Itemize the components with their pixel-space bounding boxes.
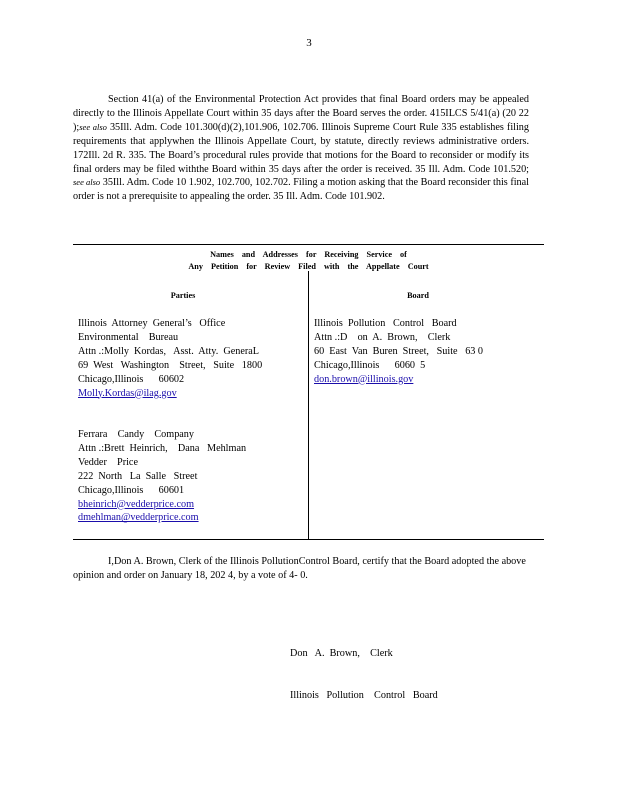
clerk-certification: I,Don A. Brown, Clerk of the Illinois PollutionControl Board, certify that the Board adopted the above opinion and order on January 18, 202 4, by a vote of 4- 0. — [73, 556, 526, 581]
service-table-top-rule — [73, 244, 544, 245]
address-line: Chicago,Illinois 60602 — [78, 373, 185, 385]
service-table-column-divider — [308, 271, 309, 539]
see-also-signal-2: see also — [73, 177, 101, 188]
address-line: Environmental Bureau — [78, 331, 179, 343]
address-line: Ferrara Candy Company — [78, 429, 194, 440]
attorney-general-address — [78, 317, 262, 400]
intro-text-part-2: 35Ill. Adm. Code 101.300(d)(2),101.906, 102.706. Illinois Supreme Court Rule 335 establishes filing requirements that applywhen the Illinois Appellate Court, by statute, directly reviews administrative orders. 172Ill. 2d R. 335. The Board’s procedural rules provide that motions for the Board to reconsider or modify its final orders may be filed withthe Board within 35 days after the order is received. 35 Ill. Adm. Code 101.520; — [73, 121, 529, 175]
see-also-signal-1: see also — [79, 121, 107, 132]
service-table-bottom-rule — [73, 539, 544, 540]
dmehlman-email-link[interactable]: dmehlman@vedderprice.com — [78, 512, 199, 524]
address-line: Attn .:Brett Heinrich, Dana Mehlman — [78, 442, 247, 454]
parties-column-title: Parties — [170, 291, 196, 300]
clerk-signature-block — [290, 619, 438, 716]
signature-organization: Illinois Pollution Control Board — [290, 689, 438, 701]
address-line: 69 West Washington Street, Suite 1800 — [78, 359, 263, 371]
address-line: 222 North La Salle Street — [78, 470, 198, 482]
service-heading-line-1: Names and Addresses for Receiving Service of — [210, 250, 407, 259]
bheinrich-email-link[interactable]: bheinrich@vedderprice.com — [78, 498, 195, 510]
don-brown-email-link[interactable]: don.brown@illinois.gov — [314, 373, 414, 385]
intro-text-part-3: 35Ill. Adm. Code 10 1.902, 102.700, 102.702. Filing a motion asking that the Board reconsider this final order is not a prerequisite to appealing the order. 35 Ill. Adm. Code 101.902. — [73, 177, 529, 203]
molly-kordas-email-link[interactable]: Molly.Kordas@ilag.gov — [78, 387, 177, 399]
address-line: Vedder Price — [78, 456, 138, 468]
service-table-heading — [73, 249, 544, 273]
address-line: Chicago,Illinois 6060 5 — [314, 359, 426, 371]
address-line: Chicago,Illinois 60601 — [78, 484, 185, 496]
intro-text-part-1: Section 41(a) of the Environmental Protection Act provides that final Board orders may be appealed directly to the Illinois Appellate Court within 35 days after the Board serves the order. 415ILCS 5/41(a) (20 22 ); — [73, 94, 529, 133]
appeal-rights-paragraph — [73, 93, 529, 204]
page-number: 3 — [306, 37, 312, 49]
address-line: Attn .:Molly Kordas, Asst. Atty. GeneraL — [78, 345, 260, 357]
ferrara-candy-address — [78, 428, 246, 525]
board-column-title: Board — [407, 291, 429, 300]
address-line: 60 East Van Buren Street, Suite 63 0 — [314, 345, 484, 357]
signature-name: Don A. Brown, Clerk — [290, 647, 393, 659]
pollution-control-board-address — [314, 317, 483, 387]
address-line: Attn .:D on A. Brown, Clerk — [314, 331, 451, 343]
service-heading-line-2: Any Petition for Review Filed with the Appellate Court — [188, 262, 429, 271]
address-line: Illinois Pollution Control Board — [314, 318, 457, 329]
address-line: Illinois Attorney General’s Office — [78, 318, 226, 329]
